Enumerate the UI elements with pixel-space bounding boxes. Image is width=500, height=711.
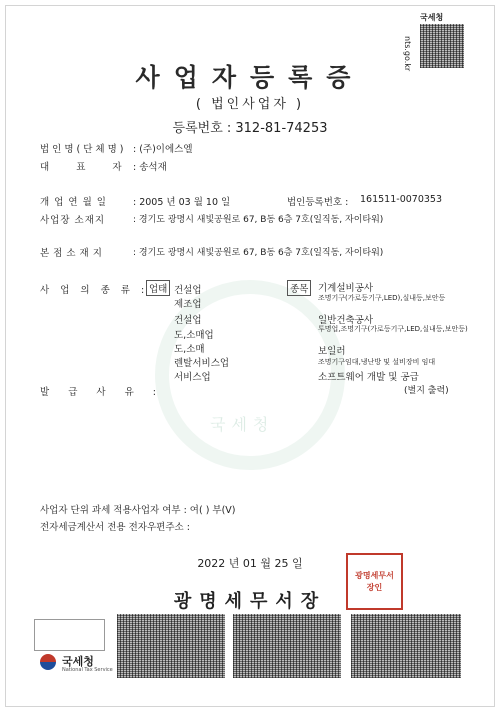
corp-name: : (주)이에스엘 <box>133 144 193 155</box>
biz-type-label: 사 업 의 종 류 : <box>40 285 149 296</box>
corp-reg-number: 161511-0070353 <box>360 194 443 205</box>
nts-logo-text: 국세청 <box>420 13 444 22</box>
open-date: : 2005 년 03 월 10 일 <box>133 197 231 208</box>
footer-barcode-2 <box>233 614 341 678</box>
type-6: 렌탈서비스업 <box>174 358 230 369</box>
rep-label: 대 표 자 <box>40 162 134 173</box>
type-2: 제조업 <box>174 299 202 310</box>
corp-reg-label: 법인등록번호 : <box>287 197 349 208</box>
corp-name-label: 법인명(단체명) <box>40 144 127 155</box>
type-tag: 업태 <box>146 280 170 296</box>
item-6: 조명기구임대,냉난방 및 설비장비 임대 <box>318 358 436 366</box>
issue-reason-label: 발 급 사 유 : <box>40 387 164 398</box>
document-title: 사업자등록증 <box>135 63 365 92</box>
appendix-note: (별지 출력) <box>404 386 449 396</box>
hq-addr: : 경기도 광명시 새빛공원로 67, B동 6층 7호(일직동, 자이타워) <box>133 248 384 258</box>
footer-logo-sub: National Tax Service <box>62 667 113 673</box>
item-4: 투명업,조명기구(가로등기구,LED,실내등,보안등) <box>318 325 468 333</box>
nts-url: nts.go.kr <box>403 36 412 72</box>
rep-name: : 송석재 <box>133 162 167 173</box>
registration-number: 등록번호 : 312-81-74253 <box>172 121 328 136</box>
hq-addr-label: 본점소재지 <box>40 248 106 259</box>
item-2: 조명기구(가로등기구,LED),실내등,보안등 <box>318 294 446 302</box>
issue-date: 2022 년 01 월 25 일 <box>197 557 303 570</box>
tax-office-name: 광명세무서장 <box>173 591 327 612</box>
biz-addr: : 경기도 광명시 새빛공원로 67, B동 6층 7호(일직동, 자이타워) <box>133 215 384 225</box>
footer-logo-text: 국세청 <box>62 655 94 668</box>
type-1: 건설업 <box>174 285 202 296</box>
taeguk-icon <box>40 654 56 670</box>
biz-addr-label: 사업장 소재지 <box>40 215 106 226</box>
item-5: 보일러 <box>318 346 346 357</box>
item-tag: 종목 <box>287 280 311 296</box>
footer-logo <box>40 652 120 676</box>
item-3: 일반건축공사 <box>318 315 374 326</box>
footer-barcode-3 <box>351 614 461 678</box>
email-line: 전자세금계산서 전용 전자우편주소 : <box>40 522 190 533</box>
type-5: 도,소매 <box>174 344 205 355</box>
type-3: 건설업 <box>174 315 202 326</box>
watermark-text: 국세청 <box>210 415 275 434</box>
item-1: 기계설비공사 <box>318 283 374 294</box>
footer-stamp-box <box>34 619 105 651</box>
type-7: 서비스업 <box>174 372 211 383</box>
tax-unit-line: 사업자 단위 과세 적용사업자 여부 : 여( ) 부(V) <box>40 505 236 516</box>
document-subtitle: ( 법인사업자 ) <box>195 97 305 112</box>
open-date-label: 개 업 연 월 일 <box>40 197 107 208</box>
type-4: 도,소매업 <box>174 330 214 341</box>
seal-text: 광명세무서장인 <box>355 570 394 592</box>
item-7: 소프트웨어 개발 및 공급 <box>318 372 419 383</box>
footer-barcode-1 <box>117 614 225 678</box>
official-seal <box>346 553 403 610</box>
